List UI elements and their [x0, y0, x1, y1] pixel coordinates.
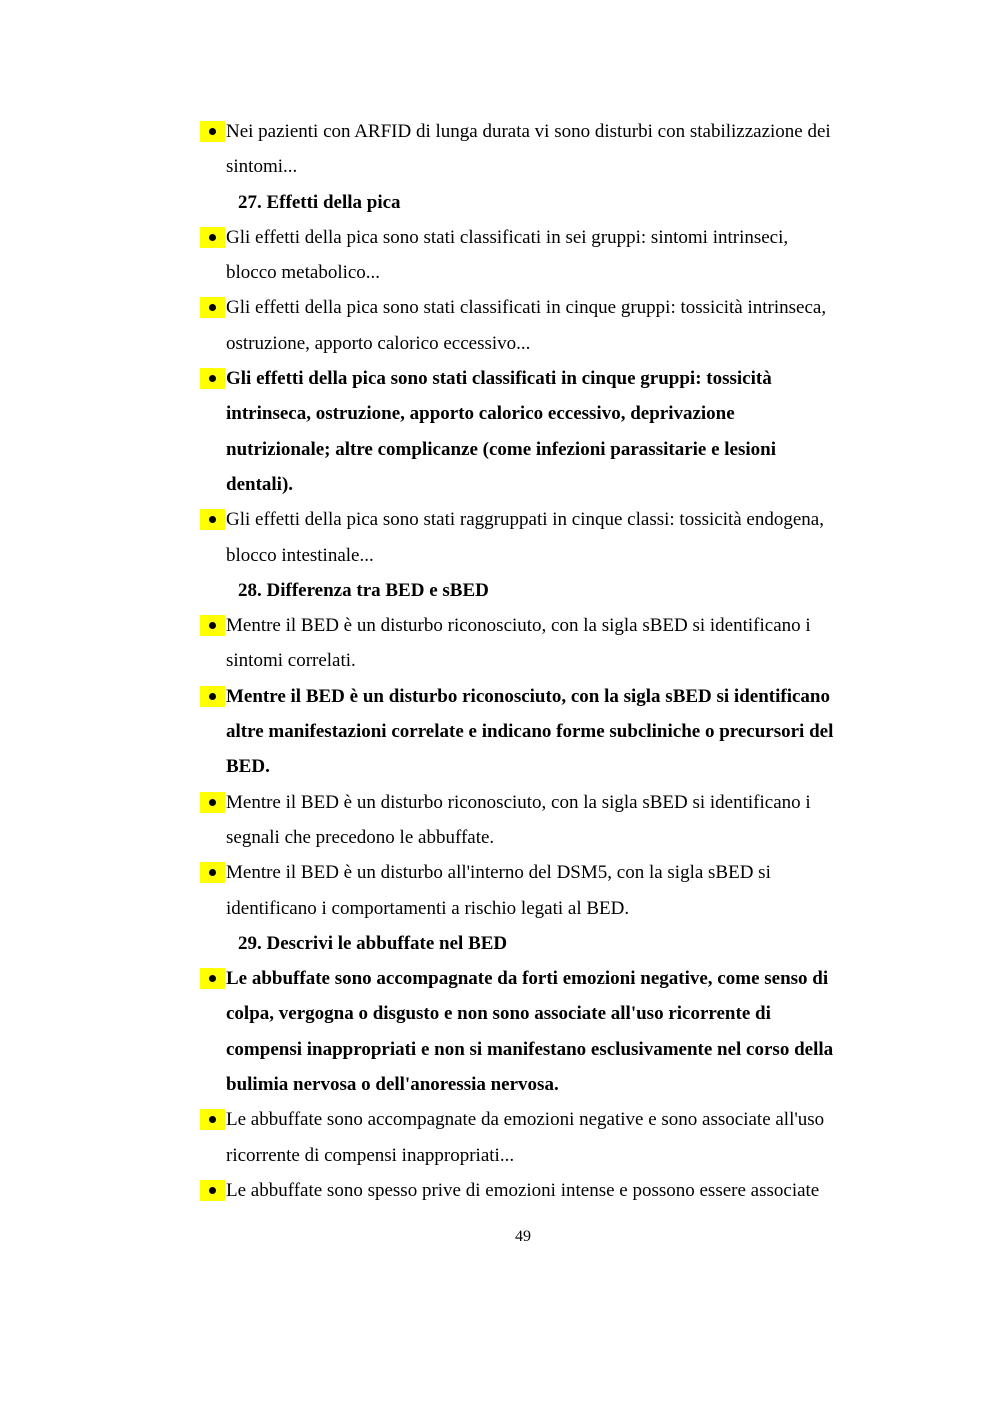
answer-option-line: [200, 1067, 880, 1102]
answer-option-line: [200, 785, 880, 820]
answer-option-text: compensi inappropriati e non si manifestano esclusivamente nel corso della: [226, 1038, 834, 1060]
answer-option-text: colpa, vergogna o disgusto e non sono associate all'uso ricorrente di: [226, 1003, 771, 1025]
answer-option-text: sintomi...: [226, 156, 298, 178]
highlighted-bullet-icon: [200, 615, 225, 636]
page-number: 49: [515, 1228, 531, 1245]
answer-option-line: [200, 432, 880, 467]
answer-option-line: [200, 679, 880, 714]
highlighted-bullet-icon: [200, 862, 225, 883]
answer-option-line: [200, 467, 880, 502]
section-heading: 27. Effetti della pica: [238, 191, 401, 213]
answer-option-line: [200, 996, 880, 1031]
highlighted-bullet-icon: [200, 297, 225, 318]
answer-option-text: altre manifestazioni correlate e indicano forme subcliniche o precursori del: [226, 721, 834, 743]
section-heading: 28. Differenza tra BED e sBED: [238, 579, 489, 601]
answer-option-text: blocco intestinale...: [226, 544, 374, 566]
highlighted-bullet-icon: [200, 368, 225, 389]
answer-option-line: [200, 1138, 880, 1173]
answer-option-line: [200, 1032, 880, 1067]
answer-option-line: [200, 149, 880, 184]
highlighted-bullet-icon: [200, 968, 225, 989]
answer-option-text: Nei pazienti con ARFID di lunga durata vi sono disturbi con stabilizzazione dei: [226, 121, 831, 142]
answer-option-text: Le abbuffate sono accompagnate da emozioni negative e sono associate all'uso: [226, 1109, 825, 1131]
section-heading: 29. Descrivi le abbuffate nel BED: [238, 932, 508, 954]
highlighted-bullet-icon: [200, 1109, 225, 1130]
answer-option-text: ricorrente di compensi inappropriati...: [226, 1144, 515, 1166]
answer-option-text: Mentre il BED è un disturbo riconosciuto, con la sigla sBED si identificano i: [226, 791, 811, 813]
answer-option-line: [200, 891, 880, 926]
highlighted-bullet-icon: [200, 121, 225, 142]
answer-option-line: [200, 749, 880, 784]
answer-option-line: [200, 643, 880, 678]
answer-option-text: Mentre il BED è un disturbo all'interno del DSM5, con la sigla sBED si: [226, 862, 771, 884]
answer-option-text: Le abbuffate sono accompagnate da forti emozioni negative, come senso di: [226, 968, 829, 990]
answer-option-text: Le abbuffate sono spesso prive di emozioni intense e possono essere associate: [226, 1179, 820, 1201]
answer-option-text: sintomi correlati.: [226, 650, 356, 672]
highlighted-bullet-icon: [200, 1180, 225, 1201]
answer-option-text: Gli effetti della pica sono stati classificati in cinque gruppi: tossicità: [226, 368, 772, 390]
answer-option-line: [200, 1102, 880, 1137]
answer-option-line: [200, 855, 880, 890]
answer-option-text: Mentre il BED è un disturbo riconosciuto, con la sigla sBED si identificano: [226, 685, 830, 707]
answer-option-line: [200, 290, 880, 325]
document-body: [200, 114, 880, 1208]
answer-option-line: [200, 502, 880, 537]
highlighted-bullet-icon: [200, 686, 225, 707]
answer-option-line: [200, 361, 880, 396]
highlighted-bullet-icon: [200, 227, 225, 248]
answer-option-text: blocco metabolico...: [226, 262, 381, 284]
answer-option-line: [200, 961, 880, 996]
answer-option-text: nutrizionale; altre complicanze (come infezioni parassitarie e lesioni: [226, 438, 777, 460]
answer-option-text: BED.: [226, 756, 270, 778]
answer-option-text: identificano i comportamenti a rischio legati al BED.: [226, 897, 630, 919]
answer-option-text: bulimia nervosa o dell'anoressia nervosa.: [226, 1074, 559, 1096]
answer-option-line: [200, 538, 880, 573]
answer-option-text: Gli effetti della pica sono stati raggruppati in cinque classi: tossicità endogena,: [226, 509, 824, 531]
answer-option-text: dentali).: [226, 473, 294, 495]
answer-option-line: [200, 1173, 880, 1208]
answer-option-line: [200, 114, 880, 149]
answer-option-line: [200, 220, 880, 255]
answer-option-line: [200, 326, 880, 361]
answer-option-text: ostruzione, apporto calorico eccessivo...: [226, 332, 531, 354]
answer-option-text: intrinseca, ostruzione, apporto calorico eccessivo, deprivazione: [226, 403, 735, 425]
answer-option-line: [200, 820, 880, 855]
answer-option-text: segnali che precedono le abbuffate.: [226, 826, 495, 848]
answer-option-line: [200, 255, 880, 290]
answer-option-text: Mentre il BED è un disturbo riconosciuto, con la sigla sBED si identificano i: [226, 615, 811, 637]
highlighted-bullet-icon: [200, 792, 225, 813]
answer-option-line: [200, 608, 880, 643]
highlighted-bullet-icon: [200, 509, 225, 530]
answer-option-text: Gli effetti della pica sono stati classificati in cinque gruppi: tossicità intrinseca,: [226, 297, 827, 319]
answer-option-line: [200, 714, 880, 749]
answer-option-line: [200, 396, 880, 431]
answer-option-text: Gli effetti della pica sono stati classificati in sei gruppi: sintomi intrinseci,: [226, 226, 789, 248]
